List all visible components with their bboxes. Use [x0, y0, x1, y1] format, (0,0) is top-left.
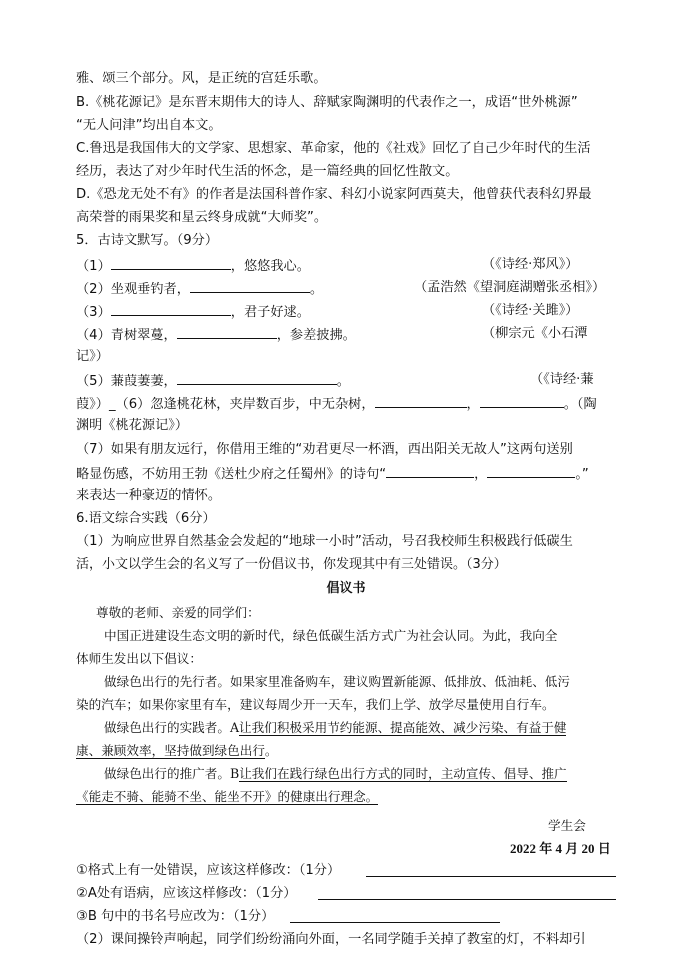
poem-4-source: （柳宗元《小石潭 [482, 326, 588, 341]
answer-2-line[interactable] [318, 899, 616, 900]
poem-3 [76, 302, 310, 322]
poem-6-blank-2[interactable] [480, 394, 564, 408]
letter-para-1-line-2: 体师生发出以下倡议： [76, 651, 202, 666]
option-c-line: C.鲁迅是我国伟大的文学家、思想家、革命家，他的《社戏》回忆了自己少年时代的生活 [76, 141, 591, 156]
poem-3-blank[interactable] [111, 302, 231, 316]
poem-6-comma: ， [466, 397, 480, 412]
poem-2-num: （2）坐观垂钓者， [76, 282, 190, 297]
option-c-line-cont: 经历，表达了对少年时代生活的怀念，是一篇经典的回忆性散文。 [76, 164, 459, 179]
option-d-line-cont: 高荣誉的雨果奖和星云终身成就“大师奖”。 [76, 210, 328, 225]
poem-5-6-line [76, 394, 597, 414]
letter-para-4-prefix: 做绿色出行的推广者。B [104, 766, 240, 781]
sentence-b-underlined: 让我们在践行绿色出行方式的同时，主动宣传、倡导、推广 [239, 766, 567, 781]
poem-4-text: ，参差披拂。 [276, 328, 356, 343]
poem-7-blank-2[interactable] [487, 464, 575, 478]
letter-title: 倡议书 [326, 581, 366, 596]
poem-5-source: （《诗经·蒹 [530, 372, 594, 387]
poem-1-blank[interactable] [111, 256, 231, 270]
poem-3-source: （《诗经·关雎》） [482, 303, 579, 318]
letter-para-2-line-2: 染的汽车；如果你家里有车，建议每周少开一天车，我们上学、放学尽量使用自行车。 [76, 697, 555, 712]
letter-para-4-line-1 [104, 765, 567, 783]
question-6-1-line-1: （1）为响应世界自然基金会发起的“地球一小时”活动，号召我校师生积极践行低碳生 [76, 534, 573, 549]
poem-4-source-cont: 记》） [76, 349, 109, 364]
poem-6-blank-1[interactable] [375, 394, 467, 408]
letter-para-3-line-1 [104, 719, 566, 737]
answer-3-prompt: ③B 句中的书名号应改为：（1分） [76, 909, 275, 924]
letter-para-3-line-2 [76, 742, 278, 760]
poem-7-line-3: 来表达一种豪迈的情怀。 [76, 488, 222, 503]
poem-4-blank[interactable] [177, 325, 277, 339]
letter-para-2-line-1: 做绿色出行的先行者。如果家里准备购车，建议购置新能源、低排放、低油耗、低污 [104, 674, 570, 689]
poem-7-line-1: （7）如果有朋友远行，你借用王维的“劝君更尽一杯酒，西出阳关无故人”这两句送别 [76, 442, 573, 457]
poem-3-num: （3） [76, 305, 111, 320]
poem-6-text: 葭》）_（6）忽逢桃花林，夹岸数百步，中无杂树， [76, 397, 375, 412]
poem-4-num: （4）青树翠蔓， [76, 328, 177, 343]
letter-para-1-line-1: 中国正进建设生态文明的新时代，绿色低碳生活方式广为社会认同。为此，我向全 [104, 628, 558, 643]
option-b-line-cont: “无人问津”均出自本文。 [76, 118, 222, 133]
letter-para-3-end: 。 [264, 743, 278, 758]
letter-para-4-line-2 [76, 788, 378, 806]
poem-5 [76, 371, 350, 391]
poem-1-text: ，悠悠我心。 [230, 259, 310, 274]
letter-para-3-prefix: 做绿色出行的实践者。A [104, 720, 240, 735]
poem-5-end: 。 [336, 374, 350, 389]
answer-1-prompt: ①格式上有一处错误，应该这样修改：（1分） [76, 863, 341, 878]
poem-2-end: 。 [309, 282, 324, 297]
option-d-line: D.《恐龙无处不有》的作者是法国科普作家、科幻小说家阿西莫夫，他曾获代表科幻界最 [76, 187, 592, 202]
poem-6-end: 。（陶 [563, 397, 597, 412]
poem-7-end: 。” [575, 467, 589, 482]
question-6-2-line: （2）课间操铃声响起，同学们纷纷涌向外面，一名同学随手关掉了教室的灯，不料却引 [76, 932, 586, 947]
letter-greeting: 尊敬的老师、亲爱的同学们： [96, 605, 260, 620]
poem-5-num: （5）蒹葭萋萋， [76, 374, 177, 389]
answer-1-line[interactable] [366, 876, 616, 877]
option-b-line: B.《桃花源记》是东晋末期伟大的诗人、辞赋家陶渊明的代表作之一，成语“世外桃源” [76, 95, 578, 110]
letter-date: 2022 年 4 月 20 日 [510, 841, 611, 856]
poem-1 [76, 256, 310, 276]
poem-7-comma: ， [474, 467, 488, 482]
question-5-heading: 5．古诗文默写。（9分） [76, 233, 219, 248]
answer-3-line[interactable] [290, 922, 500, 923]
sentence-a-underlined: 让我们积极采用节约能源、提高能效、减少污染、有益于健 [239, 720, 567, 735]
poem-4 [76, 325, 356, 345]
poem-7-line-2 [76, 464, 589, 484]
question-6-heading: 6.语文综合实践（6分） [76, 511, 216, 526]
poem-2 [76, 279, 323, 299]
poem-3-text: ，君子好逑。 [230, 305, 310, 320]
letter-signature: 学生会 [548, 818, 586, 833]
poem-1-num: （1） [76, 259, 111, 274]
sentence-a-underlined-cont: 康、兼顾效率，坚持做到绿色出行 [76, 743, 265, 758]
question-6-1-line-2: 活，小文以学生会的名义写了一份倡议书，你发现其中有三处错误。（3分） [76, 557, 507, 572]
poem-6-source: 渊明《桃花源记》） [76, 418, 189, 433]
poem-2-source: （孟浩然《望洞庭湖赠张丞相》） [414, 280, 606, 295]
poem-7-blank-1[interactable] [386, 464, 474, 478]
poem-5-blank[interactable] [177, 371, 337, 385]
answer-2-prompt: ②A处有语病，应该这样修改：（1分） [76, 886, 297, 901]
sentence-b-underlined-cont: 《能走不骑、能骑不坐、能坐不开》的健康出行理念。 [76, 789, 379, 804]
poem-7-prompt: 略显伤感，不妨用王勃《送杜少府之任蜀州》的诗句“ [76, 467, 387, 482]
poem-1-source: （《诗经·郑风》） [482, 257, 579, 272]
text-line: 雅、颂三个部分。风，是正统的宫廷乐歌。 [76, 71, 327, 86]
poem-2-blank[interactable] [190, 279, 310, 293]
